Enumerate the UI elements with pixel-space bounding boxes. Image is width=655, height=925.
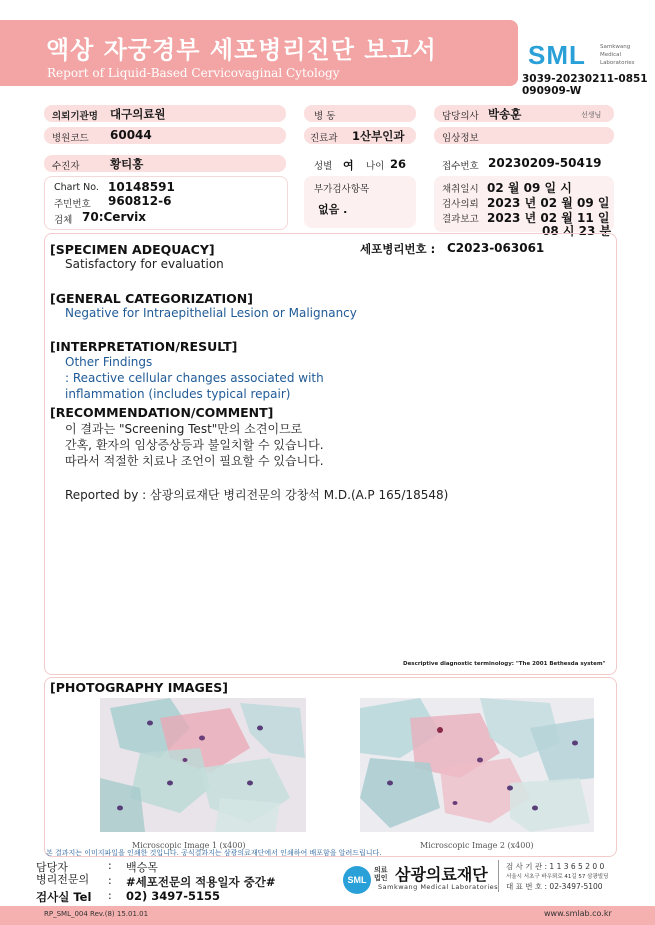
org-name-en: Samkwang Medical Laboratories bbox=[378, 883, 499, 891]
recommendation-heading: [RECOMMENDATION/COMMENT] bbox=[50, 405, 274, 420]
microscopic-image-2 bbox=[360, 698, 594, 832]
patient-value: 황티홍 bbox=[110, 157, 144, 171]
form-code: RP_SML_004 Rev.(8) 15.01.01 bbox=[44, 910, 149, 918]
pathologist-label: 병리전문의 bbox=[36, 873, 90, 886]
chart-value: 10148591 bbox=[108, 180, 175, 194]
sml-logo-subtitle: Samkwang Medical Laboratories bbox=[600, 44, 635, 66]
dept-value: 1산부인과 bbox=[352, 129, 405, 143]
resident-value: 960812-6 bbox=[108, 194, 172, 208]
extra-label: 부가검사항목 bbox=[314, 184, 370, 195]
code-label: 병원코드 bbox=[52, 133, 89, 144]
reported-by: Reported by : 삼광의료재단 병리전문의 강창석 M.D.(A.P 165/18548) bbox=[65, 488, 449, 502]
org-prefix: 의료 법인 bbox=[374, 866, 388, 882]
age-value: 26 bbox=[390, 157, 407, 171]
website: www.smlab.co.kr bbox=[544, 909, 612, 918]
clinical-label: 임상정보 bbox=[442, 133, 479, 144]
resident-label: 주민번호 bbox=[54, 199, 91, 210]
interpretation-heading: [INTERPRETATION/RESULT] bbox=[50, 339, 238, 354]
interpretation-line-1: Other Findings bbox=[65, 355, 153, 369]
tel-colon: : bbox=[108, 889, 112, 902]
tel-label: 검사실 Tel bbox=[36, 890, 92, 904]
cyto-number-label: 세포병리번호 : bbox=[360, 242, 436, 256]
pathologist-value: #세포전문의 적용일자 중간# bbox=[126, 875, 276, 889]
report-time-value: 08 시 23 분 bbox=[542, 224, 612, 238]
hospital-value: 대구의료원 bbox=[110, 107, 166, 121]
collect-value: 02 월 09 일 시 bbox=[487, 181, 572, 195]
patient-field-bg bbox=[44, 155, 286, 172]
sex-label: 성별 bbox=[314, 161, 333, 172]
general-text: Negative for Intraepithelial Lesion or Malignancy bbox=[65, 306, 357, 320]
org-divider bbox=[498, 860, 499, 892]
adequacy-heading: [SPECIMEN ADEQUACY] bbox=[50, 242, 215, 257]
doctor-suffix: 선생님 bbox=[581, 111, 602, 119]
receipt-value: 20230209-50419 bbox=[488, 156, 602, 170]
dept-label: 진료과 bbox=[310, 133, 338, 144]
specimen-label: 검체 bbox=[54, 215, 73, 226]
terminology-note: Descriptive diagnostic terminology: "The 2001 Bethesda system" bbox=[403, 661, 606, 667]
specimen-value: 70:Cervix bbox=[82, 210, 147, 224]
request-value: 2023 년 02 월 09 일 bbox=[487, 196, 610, 210]
staff-label: 담당자 bbox=[36, 861, 68, 874]
recommendation-line-1: 이 결과는 "Screening Test"만의 소견이므로 bbox=[65, 422, 303, 436]
interpretation-line-3: inflammation (includes typical repair) bbox=[65, 387, 291, 401]
org-logo-badge: SML bbox=[343, 866, 371, 894]
image-1-caption: Microscopic Image 1 (x400) bbox=[132, 841, 246, 850]
age-label: 나이 bbox=[366, 161, 385, 172]
sex-value: 여 bbox=[343, 159, 354, 172]
collect-label: 채취일시 bbox=[442, 184, 479, 195]
print-notice: 본 결과지는 이미지파일을 인쇄한 것입니다. 공식결과지는 삼광의료재단에서 인쇄하여 배포함을 알려드립니다. bbox=[46, 849, 382, 857]
org-name: 삼광의료재단 bbox=[395, 865, 488, 884]
photo-heading: [PHOTOGRAPHY IMAGES] bbox=[50, 680, 228, 695]
hospital-label: 의뢰기관명 bbox=[52, 111, 98, 122]
report-date-label: 결과보고 bbox=[442, 214, 479, 225]
staff-colon: : bbox=[108, 859, 112, 872]
pathologist-colon: : bbox=[108, 874, 112, 887]
report-title: 액상 자궁경부 세포병리진단 보고서 bbox=[46, 36, 437, 64]
report-date-value: 2023 년 02 월 11 일 bbox=[487, 211, 610, 225]
cyto-number-value: C2023-063061 bbox=[447, 241, 545, 255]
general-heading: [GENERAL CATEGORIZATION] bbox=[50, 291, 253, 306]
report-subtitle: Report of Liquid-Based Cervicovaginal Cytology bbox=[47, 66, 340, 80]
sml-logo: SML bbox=[528, 40, 586, 70]
code-value: 60044 bbox=[110, 128, 152, 142]
org-contact: 검 사 기 관 : 1 1 3 6 5 2 0 0 서울시 서초구 바우뫼로 41길 57 삼광빌딩 대 표 번 호 : 02-3497-5100 bbox=[506, 862, 609, 891]
chart-label: Chart No. bbox=[54, 182, 99, 193]
staff-value: 백승목 bbox=[126, 861, 158, 874]
recommendation-line-3: 따라서 적절한 치료나 조언이 필요할 수 있습니다. bbox=[65, 454, 324, 468]
receipt-label: 접수번호 bbox=[442, 161, 479, 172]
recommendation-line-2: 간혹, 환자의 임상증상등과 불일치할 수 있습니다. bbox=[65, 438, 324, 452]
doctor-value: 박송훈 bbox=[488, 107, 522, 121]
ward-label: 병 동 bbox=[314, 111, 336, 122]
request-label: 검사의뢰 bbox=[442, 199, 479, 210]
tel-value: 02) 3497-5155 bbox=[126, 889, 221, 903]
microscopic-image-1 bbox=[100, 698, 306, 832]
adequacy-text: Satisfactory for evaluation bbox=[65, 257, 224, 271]
report-id: 3039-20230211-0851 090909-W bbox=[522, 73, 648, 97]
doctor-label: 담당의사 bbox=[442, 111, 479, 122]
patient-label: 수진자 bbox=[52, 161, 80, 172]
extra-value: 없음 . bbox=[318, 203, 348, 216]
interpretation-line-2: : Reactive cellular changes associated with bbox=[65, 371, 324, 385]
image-2-caption: Microscopic Image 2 (x400) bbox=[420, 841, 534, 850]
